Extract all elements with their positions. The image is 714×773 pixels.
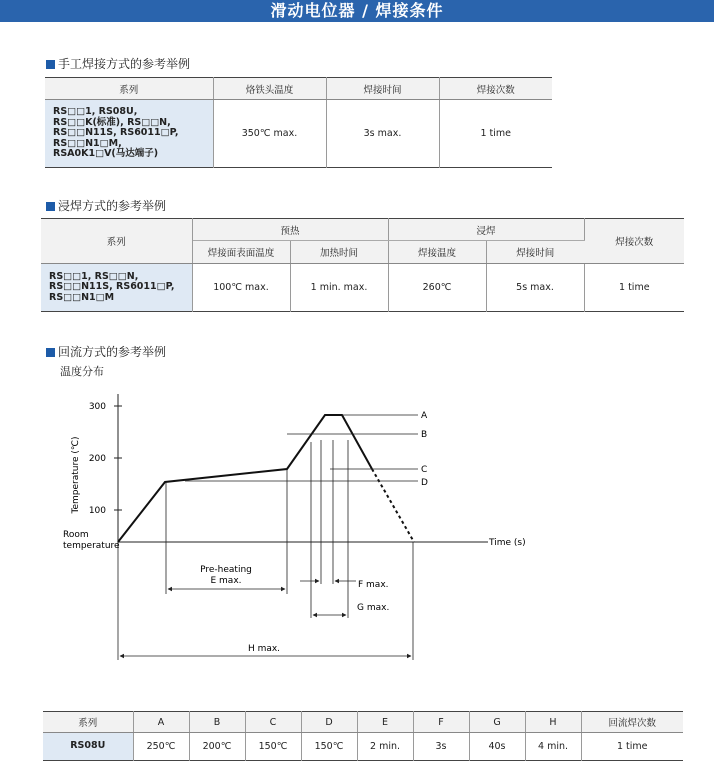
series-line: RS□□N11S, RS6011□P,: [53, 127, 179, 139]
value-cell: 150℃: [301, 733, 357, 761]
header-cell: 预热: [192, 219, 388, 241]
level-label: B: [421, 430, 428, 440]
g-label: G max.: [357, 603, 390, 613]
value-cell: 1 time: [480, 128, 512, 139]
manual-heading: [46, 57, 190, 71]
y-tick-label: 200: [88, 454, 106, 464]
y-tick-label: 100: [88, 506, 106, 516]
manual-table: [45, 77, 552, 168]
square-bullet-icon: [46, 202, 55, 211]
series-line: RS□□1, RS08U,: [53, 106, 138, 118]
header-cell: F: [413, 712, 469, 733]
series-cell: [45, 100, 213, 168]
preheat-label: Pre-heating: [200, 565, 252, 575]
series-cell: [41, 264, 192, 312]
temperature-profile-diagram: [56, 386, 536, 666]
level-label: A: [421, 411, 428, 421]
y-axis-label: Temperature (℃): [71, 436, 81, 514]
reflow-heading: [46, 345, 166, 359]
level-label: D: [421, 478, 428, 488]
value-cell: 2 min.: [357, 733, 413, 761]
dip-heading-text: 浸焊方式的参考举例: [58, 199, 167, 213]
series-line: RS□□N1□M,: [53, 137, 122, 149]
value-cell: 3s max.: [326, 100, 439, 168]
header-cell: 焊接次数: [584, 219, 684, 264]
header-cell: 焊接温度: [388, 241, 486, 264]
y-tick-label: 300: [88, 402, 106, 412]
room-label: Room: [63, 530, 89, 540]
room-label: temperature: [63, 541, 120, 551]
value-cell: 150℃: [245, 733, 301, 761]
reflow-subheading: 温度分布: [60, 365, 104, 378]
series-line: RS□□N1□M: [49, 291, 115, 303]
header-cell: 加热时间: [290, 241, 388, 264]
header-cell: 烙铁头温度: [213, 78, 326, 100]
header-cell: 系列: [41, 219, 192, 264]
header-cell: 浸焊: [388, 219, 584, 241]
preheat-label: E max.: [210, 576, 242, 586]
header-cell: C: [245, 712, 301, 733]
value-cell: 5s max.: [486, 264, 584, 312]
header-cell: B: [189, 712, 245, 733]
header-cell: E: [357, 712, 413, 733]
value-cell: 1 min. max.: [290, 264, 388, 312]
series-line: RSA0K1□V(马达端子): [53, 148, 159, 160]
value-cell: 40s: [469, 733, 525, 761]
dip-heading: [46, 199, 166, 213]
square-bullet-icon: [46, 348, 55, 357]
reflow-table: [43, 711, 683, 761]
f-label: F max.: [358, 580, 389, 590]
header-cell: 焊接次数: [439, 78, 552, 100]
cooling-dashed-line: [372, 469, 414, 542]
series-line: RS□□1, RS□□N,: [49, 270, 139, 282]
h-label: H max.: [247, 644, 281, 654]
header-cell: D: [301, 712, 357, 733]
page-title: 滑动电位器 / 焊接条件: [0, 0, 714, 22]
value-cell: 1 time: [619, 282, 650, 293]
header-cell: 焊接面表面温度: [192, 241, 290, 264]
header-cell: 焊接时间: [326, 78, 439, 100]
value-cell: 350℃ max.: [213, 100, 326, 168]
header-cell: 回流焊次数: [581, 712, 683, 733]
header-cell: 焊接时间: [486, 241, 584, 264]
header-cell: G: [469, 712, 525, 733]
value-cell: 3s: [413, 733, 469, 761]
value-cell: 4 min.: [525, 733, 581, 761]
header-cell: A: [133, 712, 189, 733]
series-line: RS□□N11S, RS6011□P,: [49, 281, 175, 293]
value-cell: 200℃: [189, 733, 245, 761]
series-line: RS□□K(标准), RS□□N,: [53, 116, 171, 128]
value-cell: 260℃: [388, 264, 486, 312]
value-cell: 250℃: [133, 733, 189, 761]
header-cell: 系列: [45, 78, 213, 100]
value-cell: 100℃ max.: [192, 264, 290, 312]
reflow-heading-text: 回流方式的参考举例: [58, 345, 167, 359]
manual-heading-text: 手工焊接方式的参考举例: [58, 57, 191, 71]
series-cell: RS08U: [43, 733, 133, 761]
time-axis-label: Time (s): [489, 538, 526, 548]
dip-table: [41, 218, 684, 312]
level-label: C: [421, 465, 428, 475]
square-bullet-icon: [46, 60, 55, 69]
header-cell: H: [525, 712, 581, 733]
value-cell: 1 time: [616, 741, 648, 752]
header-cell: 系列: [43, 712, 133, 733]
